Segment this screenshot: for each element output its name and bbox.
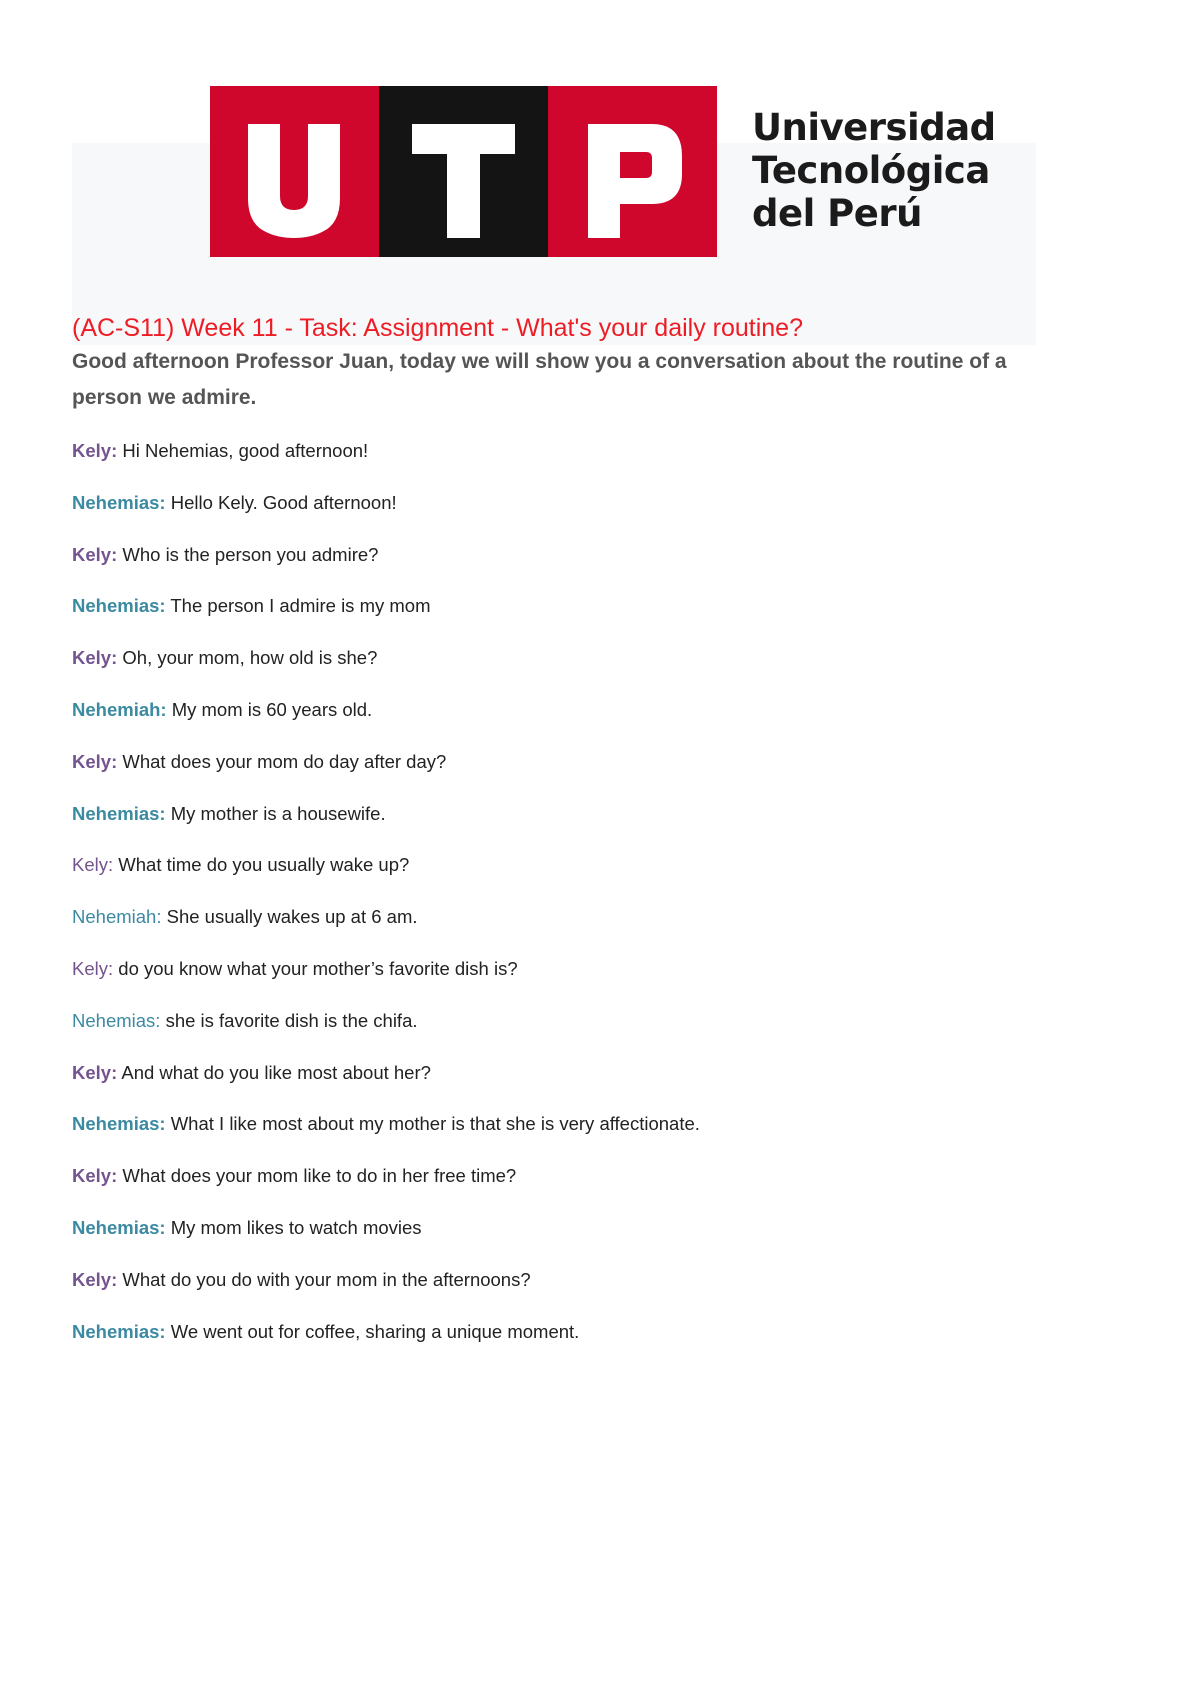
dialogue-line — [72, 1059, 700, 1111]
dialogue-line — [72, 696, 700, 748]
line-text: Hello Kely. Good afternoon! — [165, 491, 397, 513]
speaker-label: Kely: — [72, 440, 118, 461]
university-name-line: del Perú — [752, 192, 922, 235]
line-text: My mom is 60 years old. — [166, 698, 373, 720]
line-text: And what do you like most about her? — [117, 1061, 431, 1083]
line-text: She usually wakes up at 6 am. — [161, 906, 418, 928]
speaker-label: Nehemias: — [72, 491, 166, 513]
line-text: Who is the person you admire? — [117, 543, 379, 565]
line-text: What I like most about my mother is that she is very affectionate. — [165, 1113, 700, 1135]
line-text: do you know what your mother’s favorite dish is? — [113, 957, 518, 979]
dialogue-line — [72, 644, 700, 696]
speaker-label: Kely: — [72, 854, 114, 876]
dialogue-line — [72, 851, 700, 903]
speaker-label: Nehemias: — [72, 1216, 166, 1238]
speaker-label: Kely: — [72, 957, 114, 979]
dialogue-line — [72, 1214, 700, 1266]
dialogue-line — [72, 592, 700, 644]
letter-t-glyph — [379, 86, 548, 257]
letter-p-glyph — [548, 86, 717, 257]
line-text: Oh, your mom, how old is she? — [117, 647, 378, 669]
logo-letter-p — [548, 86, 717, 257]
line-text: Hi Nehemias, good afternoon! — [117, 440, 369, 461]
speaker-label: Kely: — [72, 543, 118, 565]
speaker-label: Kely: — [72, 1268, 118, 1290]
logo-letter-u — [210, 86, 379, 257]
line-text: What does your mom do day after day? — [117, 750, 447, 772]
intro-paragraph: Good afternoon Professor Juan, today we will show you a conversation about the routine of a person we admire. — [72, 350, 1007, 409]
line-text: My mother is a housewife. — [165, 802, 386, 824]
dialogue-line — [72, 903, 700, 955]
dialogue-line — [72, 1318, 700, 1370]
line-text: she is favorite dish is the chifa. — [160, 1009, 418, 1031]
speaker-label: Kely: — [72, 1061, 118, 1083]
logo-letter-t — [379, 86, 548, 257]
speaker-label: Nehemiah: — [72, 698, 167, 720]
letter-u-glyph — [210, 86, 379, 257]
speaker-label: Nehemias: — [72, 595, 166, 617]
dialogue-line — [72, 489, 700, 541]
speaker-label: Nehemias: — [72, 1009, 161, 1031]
university-name-line: Tecnológica — [752, 149, 990, 192]
speaker-label: Nehemiah: — [72, 906, 162, 928]
university-name — [752, 106, 996, 235]
dialogue-line — [72, 1110, 700, 1162]
dialogue-line — [72, 1162, 700, 1214]
speaker-label: Nehemias: — [72, 802, 166, 824]
speaker-label: Nehemias: — [72, 1113, 166, 1135]
speaker-label: Kely: — [72, 750, 118, 772]
line-text: What time do you usually wake up? — [113, 854, 410, 876]
dialogue-line — [72, 437, 700, 489]
line-text: My mom likes to watch movies — [165, 1216, 422, 1238]
assignment-title: (AC-S11) Week 11 - Task: Assignment - What's your daily routine? — [72, 314, 803, 342]
dialogue-line — [72, 1266, 700, 1318]
dialogue-line — [72, 541, 700, 593]
speaker-label: Nehemias: — [72, 1320, 166, 1342]
line-text: The person I admire is my mom — [165, 595, 431, 617]
speaker-label: Kely: — [72, 1165, 118, 1187]
utp-logo — [210, 86, 717, 257]
dialogue-line — [72, 748, 700, 800]
dialogue-line — [72, 800, 700, 852]
university-name-line: Universidad — [752, 106, 996, 149]
line-text: What does your mom like to do in her free time? — [117, 1165, 517, 1187]
line-text: We went out for coffee, sharing a unique moment. — [165, 1320, 580, 1342]
speaker-label: Kely: — [72, 647, 118, 669]
dialogue-line — [72, 955, 700, 1007]
dialogue — [72, 437, 700, 1369]
dialogue-line — [72, 1007, 700, 1059]
line-text: What do you do with your mom in the afternoons? — [117, 1268, 531, 1290]
